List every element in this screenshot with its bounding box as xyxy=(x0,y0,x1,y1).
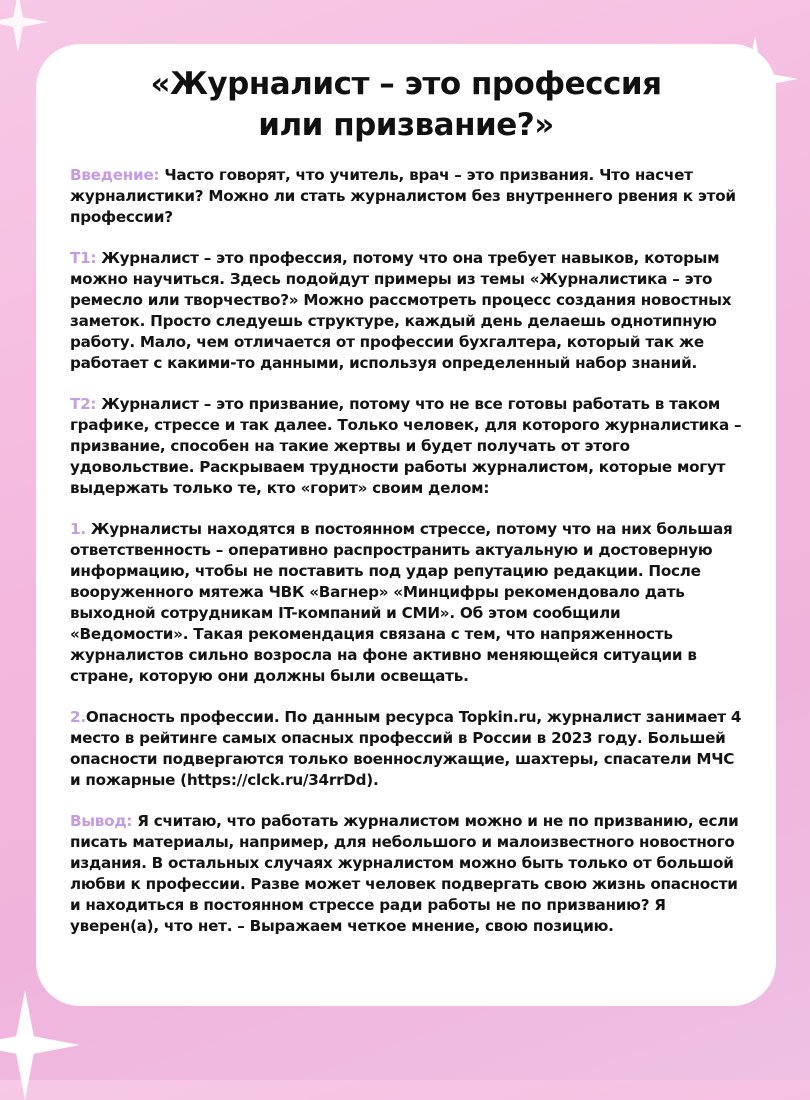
section-label: Т1: xyxy=(70,249,102,267)
section-text: Часто говорят, что учитель, врач – это призвания. Что насчет журналистики? Можно ли стать журналистом без внутреннего рвения к этой профессии? xyxy=(70,166,736,226)
section-label: Вывод: xyxy=(70,812,138,830)
section-argument-2 xyxy=(70,707,742,791)
section-label: Введение: xyxy=(70,166,165,184)
section-thesis-2 xyxy=(70,394,742,499)
sparkle-icon xyxy=(0,990,80,1100)
section-argument-1 xyxy=(70,519,742,687)
section-label: Т2: xyxy=(70,395,102,413)
content-card xyxy=(36,44,776,1006)
section-label: 1. xyxy=(70,520,91,538)
title-line-1: «Журналист – это профессия xyxy=(150,66,662,102)
section-text: Я считаю, что работать журналистом можно и не по призванию, если писать материалы, например, для небольшого и малоизвестного новостного издания. В остальных случаях журналистом можно быть только от большой любви к профессии. Разве может человек подвергать свою жизнь опасности и находиться в постоянном стрессе ради работы не по призванию? Я уверен(а), что нет. – Выражаем четкое мнение, свою позицию. xyxy=(70,812,739,935)
sparkle-icon xyxy=(0,0,48,52)
title-line-2: или призвание?» xyxy=(258,107,554,143)
section-label: 2. xyxy=(70,708,86,726)
section-text: Журналисты находятся в постоянном стрессе, потому что на них большая ответственность – оперативно распространить актуальную и достоверную информацию, чтобы не поставить под удар репутацию редакции. После вооруженного мятежа ЧВК «Вагнер» «Минцифры рекомендовало дать выходной сотрудникам IT-компаний и СМИ». Об этом сообщили «Ведомости». Такая рекомендация связана с тем, что напряженность журналистов сильно возросла на фоне активно меняющейся ситуации в стране, которую они должны были освещать. xyxy=(70,520,733,685)
section-text: Опасность профессии. По данным ресурса Topkin.ru, журналист занимает 4 место в рейтинге самых опасных профессий в России в 2023 году. Большей опасности подвергаются только военнослужащие, шахтеры, спасатели МЧС и пожарные (https://clck.ru/34rrDd). xyxy=(70,708,742,789)
section-thesis-1 xyxy=(70,248,742,374)
page-title xyxy=(70,64,742,146)
essay-body xyxy=(70,165,742,937)
section-introduction xyxy=(70,165,742,228)
section-text: Журналист – это профессия, потому что она требует навыков, которым можно научиться. Здесь подойдут примеры из темы «Журналистика – это ремесло или творчество?» Можно рассмотреть процесс создания новостных заметок. Просто следуешь структуре, каждый день делаешь однотипную работу. Мало, чем отличается от профессии бухгалтера, который так же работает с какими-то данными, используя определенный набор знаний. xyxy=(70,249,732,372)
section-text: Журналист – это призвание, потому что не все готовы работать в таком графике, стрессе и так далее. Только человек, для которого журналистика – призвание, способен на такие жертвы и будет получать от этого удовольствие. Раскрываем трудности работы журналистом, которые могут выдержать только те, кто «горит» своим делом: xyxy=(70,395,742,497)
section-conclusion xyxy=(70,811,742,937)
